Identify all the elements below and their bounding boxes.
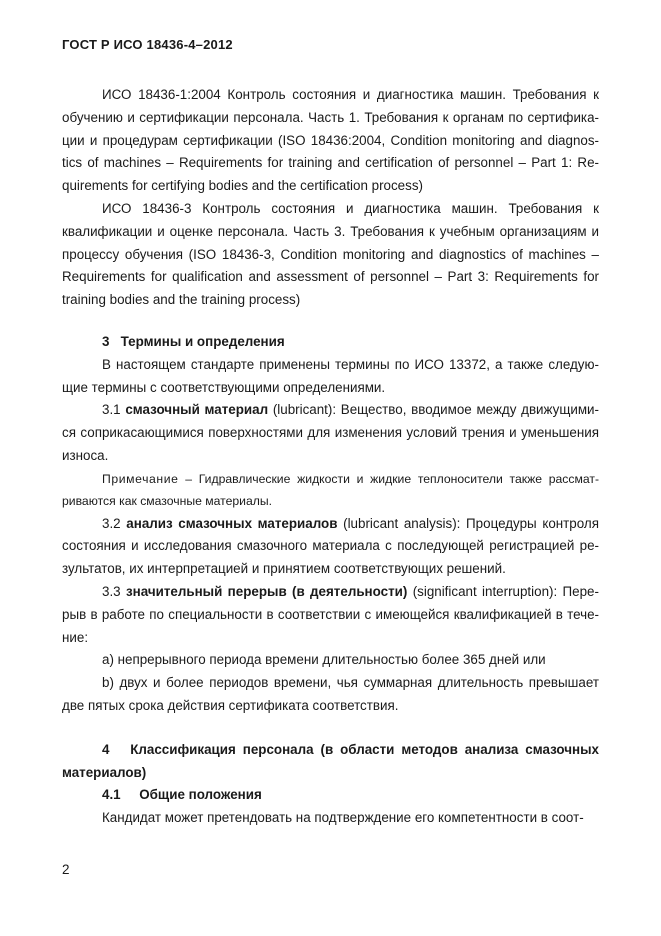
subsection-4-1-number: 4.1 [102,787,121,803]
section-3-title: Термины и определения [120,333,285,349]
page-number: 2 [62,862,70,877]
term-3-3-definition: (significant interruption): Перерыв в работе по специальности в соответствии с имеющейся квалификацией в течение: [62,583,599,645]
document-body [62,84,599,830]
section-3-heading [62,331,599,354]
term-3-1-number: 3.1 [102,402,121,418]
reference-iso-18436-3: ИСО 18436-3 Контроль состояния и диагностика машин. Требования к квалификации и оценке персонала. Часть 3. Требования к учебным организациям и процессу обучения (ISO 18436-3, Condition monitoring and diagnostics of machines – Requirements for qualification and assessment of personnel – Part 3: Requirements for training bodies and the training process) [62,200,599,308]
section-3-intro: В настоящем стандарте применены термины по ИСО 13372, а также следующие термины с соответствующими определениями. [62,356,599,395]
section-4-title: Классификация персонала (в области методов анализа смазочных материалов) [62,741,599,780]
section-4-heading [62,739,599,785]
term-3-3-number: 3.3 [102,583,121,599]
term-3-3 [62,581,599,649]
list-item-a: а) непрерывного периода времени длительностью более 365 дней или [102,652,546,668]
note-text: – Гидравлические жидкости и жидкие теплоносители также рассматриваются как смазочные материалы. [62,471,600,509]
list-item-b: b) двух и более периодов времени, чья суммарная длительность превышает две пятых срока действия сертификата соответствия. [62,675,599,713]
section-4-number: 4 [102,741,110,757]
term-3-1-name: смазочный материал [125,402,269,418]
subsection-4-1-text: Кандидат может претендовать на подтверждение его компетентности в соот- [102,810,584,826]
term-3-1 [62,399,599,467]
subsection-4-1-heading [62,784,599,807]
standard-code-header: ГОСТ Р ИСО 18436-4–2012 [62,37,233,52]
reference-iso-18436-1: ИСО 18436-1:2004 Контроль состояния и диагностика машин. Требования к обучению и сертификации персонала. Часть 1. Требования к органам по сертификации и процедурам сертификации (ISO 18436:2004, Condition monitoring and diagnostics of machines – Requirements for training and certification of personnel – Part 1: Requirements for certifying bodies and the certification process) [62,87,599,194]
term-3-1-definition: (lubricant): Вещество, вводимое между движущимися соприкасающимися поверхностями для изменения условий трения и уменьшения износа. [62,402,599,463]
term-3-3-name: значительный перерыв (в деятельности) [125,583,408,599]
note-3-1 [62,468,599,513]
term-3-2-number: 3.2 [102,515,121,531]
term-3-2-name: анализ смазочных материалов [126,515,338,531]
note-label: Примечание [102,471,179,486]
term-3-2 [62,513,599,581]
term-3-2-definition: (lubricant analysis): Процедуры контроля состояния и исследования смазочного материала с последующей регистрацией результатов, их интерпретацией и принятием соответствующих решений. [62,515,599,577]
section-3-number: 3 [102,333,110,349]
subsection-4-1-title: Общие положения [139,787,262,803]
